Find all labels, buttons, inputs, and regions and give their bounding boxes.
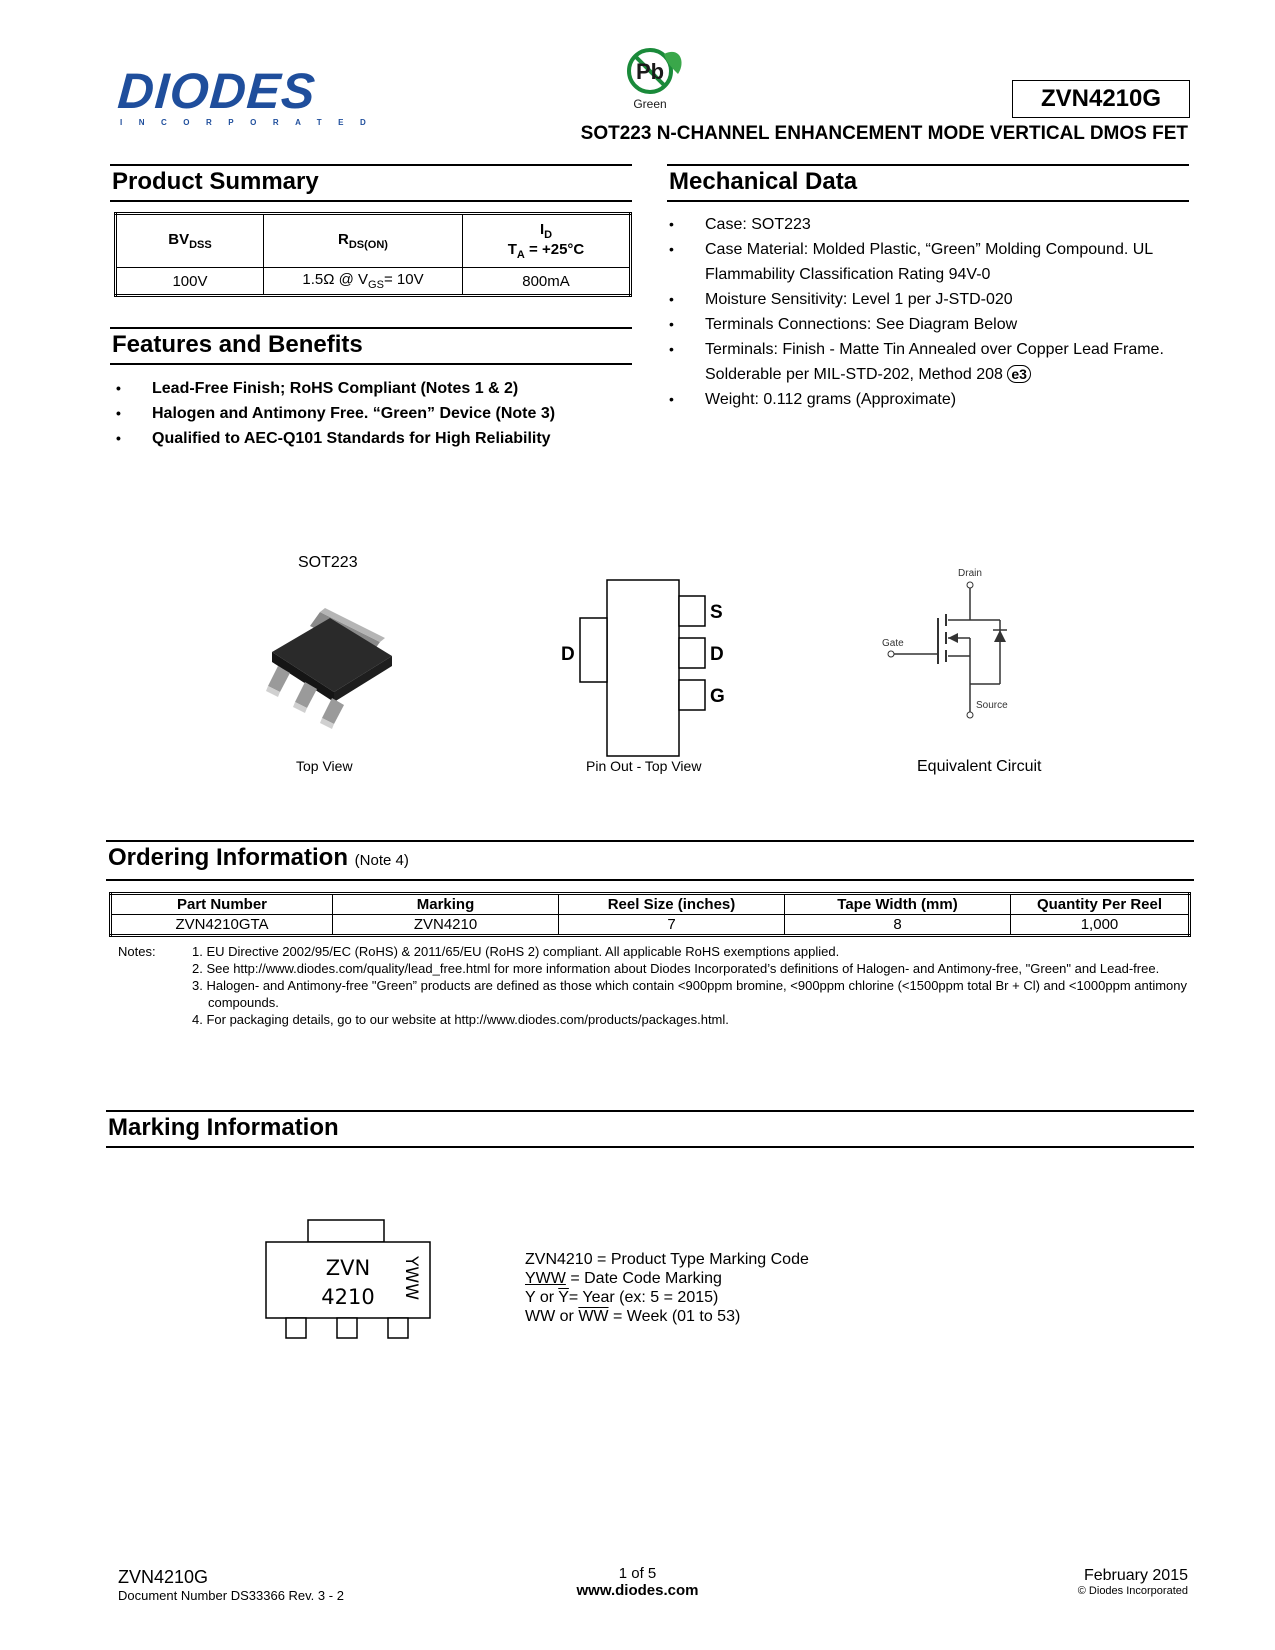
tab-d-label: D bbox=[561, 644, 575, 665]
list-item: • Lead-Free Finish; RoHS Compliant (Notes 1 & 2) bbox=[114, 376, 634, 401]
cell: ZVN4210 bbox=[333, 915, 559, 936]
rdson-value: 1.5Ω @ $V_{GS}= 10V$ bbox=[264, 268, 463, 296]
marking-chip-diagram bbox=[262, 1218, 442, 1340]
table-header-row bbox=[111, 894, 1190, 915]
package-label: SOT223 bbox=[298, 554, 358, 571]
list-item: • Halogen and Antimony Free. “Green” Device (Note 3) bbox=[114, 401, 634, 426]
list-item: • Terminals: Finish - Matte Tin Annealed over Copper Lead Frame. Solderable per MIL-STD-202, Method 208 e3 bbox=[667, 337, 1192, 387]
pb-text: Pb bbox=[635, 59, 665, 84]
pinout-caption: Pin Out - Top View bbox=[586, 758, 702, 774]
features-heading: Features and Benefits bbox=[110, 327, 632, 365]
footer-copyright: © Diodes Incorporated bbox=[1077, 1585, 1188, 1597]
pinout-diagram bbox=[555, 578, 735, 758]
footer-part: ZVN4210G bbox=[118, 1567, 209, 1587]
footer-date: February 2015 bbox=[1083, 1567, 1188, 1584]
footer-right bbox=[1078, 1567, 1188, 1597]
desc-line: Y or $\overline{Y}=$ Year (ex: 5 = 2015) bbox=[525, 1289, 719, 1306]
list-item: • Weight: 0.112 grams (Approximate) bbox=[667, 387, 1192, 412]
notes-label: Notes: bbox=[118, 944, 156, 959]
desc-line: YWW = Date Code Marking bbox=[525, 1270, 722, 1287]
equivalent-circuit-diagram bbox=[880, 564, 1050, 739]
chip-line-2: 4210 bbox=[321, 1285, 375, 1309]
pin-s-label: S bbox=[710, 602, 723, 623]
footer-doc-number: Document Number DS33366 Rev. 3 - 2 bbox=[118, 1588, 344, 1603]
col-marking: Marking bbox=[333, 894, 559, 915]
desc-line: WW or $\overline{WW}$ = Week (01 to 53) bbox=[525, 1308, 741, 1325]
list-item: • Case Material: Molded Plastic, “Green” Molding Compound. UL Flammability Classification Rating 94V-0 bbox=[667, 237, 1192, 287]
product-summary-heading: Product Summary bbox=[110, 164, 632, 202]
id-header: $I_D$ $T_A = +25^\circ C$ bbox=[463, 214, 631, 268]
note-item: 1. EU Directive 2002/95/EC (RoHS) & 2011/65/EU (RoHS 2) compliant. All applicable RoHS exemptions applied. bbox=[192, 944, 840, 959]
drain-label: Drain bbox=[958, 568, 982, 579]
pin-d-label: D bbox=[710, 644, 724, 665]
gate-label: Gate bbox=[882, 638, 904, 649]
cell: 1,000 bbox=[1011, 915, 1190, 936]
product-summary-table bbox=[114, 212, 632, 297]
diodes-logo bbox=[116, 63, 383, 127]
bvdss-header: $BV_{DSS}$ bbox=[116, 214, 264, 268]
pin-g-label: G bbox=[710, 686, 725, 707]
features-list bbox=[114, 376, 634, 451]
footer-page: 1 of 5 bbox=[618, 1565, 657, 1582]
sot223-package-image bbox=[250, 600, 400, 740]
chip-line-1: ZVN bbox=[325, 1256, 371, 1280]
table-row bbox=[116, 268, 631, 296]
rdson-header: $R_{DS(ON)}$ bbox=[264, 214, 463, 268]
mechanical-heading: Mechanical Data bbox=[667, 164, 1189, 202]
footer-site-link[interactable]: www.diodes.com bbox=[576, 1582, 699, 1599]
source-label: Source bbox=[976, 700, 1008, 711]
col-reel-size: Reel Size (inches) bbox=[559, 894, 785, 915]
list-item: • Moisture Sensitivity: Level 1 per J-STD-020 bbox=[667, 287, 1192, 312]
mechanical-list bbox=[667, 212, 1192, 412]
marking-description bbox=[525, 1250, 809, 1326]
circuit-caption: Equivalent Circuit bbox=[917, 758, 1042, 775]
part-number-box: ZVN4210G bbox=[1012, 80, 1190, 118]
logo-subtext: INCORPORATED bbox=[120, 118, 383, 127]
chip-date-code: YWW bbox=[401, 1256, 421, 1301]
notes-block bbox=[118, 943, 1188, 1027]
bvdss-value: 100V bbox=[116, 268, 264, 296]
col-tape-width: Tape Width (mm) bbox=[785, 894, 1011, 915]
table-header-row bbox=[116, 214, 631, 268]
cell: 7 bbox=[559, 915, 785, 936]
device-subtitle: SOT223 N-CHANNEL ENHANCEMENT MODE VERTICAL DMOS FET bbox=[580, 123, 1188, 144]
list-item: • Qualified to AEC-Q101 Standards for High Reliability bbox=[114, 426, 634, 451]
cell: ZVN4210GTA bbox=[111, 915, 333, 936]
col-quantity: Quantity Per Reel bbox=[1011, 894, 1190, 915]
note-item: 2. See http://www.diodes.com/quality/lead_free.html for more information about Diodes Incorporated’s definitions of Halogen- and Antimony-free, "Green" and Lead-free. bbox=[192, 961, 1160, 976]
col-part-number: Part Number bbox=[111, 894, 333, 915]
logo-wordmark: DIODES bbox=[116, 63, 318, 119]
ordering-heading: Ordering Information (Note 4) bbox=[106, 840, 1194, 881]
top-view-caption: Top View bbox=[296, 758, 353, 774]
note-item: 3. Halogen- and Antimony-free "Green” products are defined as those which contain <900ppm bromine, <900ppm chlorine (<1500ppm total Br + Cl) and <1000ppm antimony compounds. bbox=[192, 978, 1188, 1010]
green-pb-free-icon bbox=[620, 44, 690, 112]
list-item: • Case: SOT223 bbox=[667, 212, 1192, 237]
marking-heading: Marking Information bbox=[106, 1110, 1194, 1148]
cell: 8 bbox=[785, 915, 1011, 936]
ordering-table bbox=[109, 892, 1191, 937]
desc-line: ZVN4210 = Product Type Marking Code bbox=[525, 1251, 809, 1268]
table-row bbox=[111, 915, 1190, 936]
green-label: Green bbox=[633, 97, 667, 111]
e3-badge: e3 bbox=[1007, 365, 1031, 383]
note-item: 4. For packaging details, go to our website at http://www.diodes.com/products/packages.html. bbox=[192, 1012, 729, 1027]
id-value: 800mA bbox=[463, 268, 631, 296]
list-item: • Terminals Connections: See Diagram Below bbox=[667, 312, 1192, 337]
